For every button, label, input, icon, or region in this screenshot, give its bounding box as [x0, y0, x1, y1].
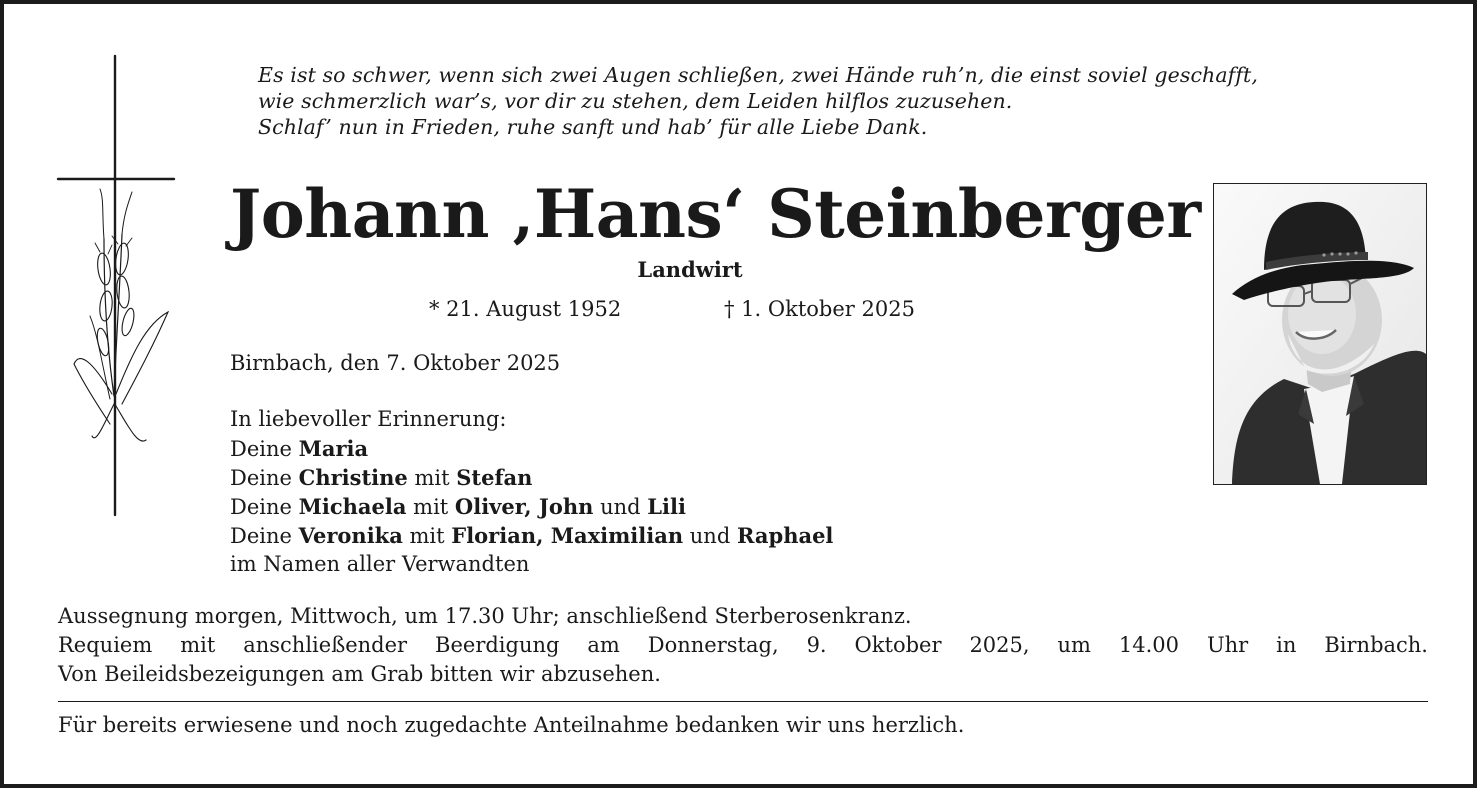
mourner-child: Lili — [647, 494, 686, 519]
mourner-connector: mit — [414, 466, 450, 490]
mourner-row — [230, 521, 833, 550]
portrait-photo — [1213, 183, 1427, 485]
mourner-row — [230, 434, 833, 463]
mourner-row — [230, 463, 833, 492]
mourner-name: Michaela — [298, 494, 407, 519]
divider — [58, 701, 1428, 702]
mourner-children: Oliver, John — [454, 494, 594, 519]
mourner-row — [230, 492, 833, 521]
verse-line: wie schmerzlich war’s, vor dir zu stehen, dem Leiden hilflos zuzusehen. — [258, 89, 1013, 113]
mourner-connector: mit — [409, 524, 445, 548]
deceased-name: Johann ‚Hans‘ Steinberger — [230, 175, 1201, 253]
memorial-verse — [258, 62, 1438, 140]
cross-with-wheat-icon — [54, 54, 179, 519]
mourner-children: Florian, Maximilian — [451, 523, 684, 548]
funeral-notices — [58, 602, 1428, 689]
mourners-closing: im Namen aller Verwandten — [230, 552, 530, 576]
mourner-name: Veronika — [298, 523, 403, 548]
mourner-name: Maria — [298, 436, 369, 461]
mourner-prefix: Deine — [230, 466, 292, 490]
death-date: † 1. Oktober 2025 — [724, 297, 915, 321]
mourner-connector: mit — [413, 495, 449, 519]
mourner-prefix: Deine — [230, 495, 292, 519]
mourner-connector: und — [600, 495, 641, 519]
mourner-child: Raphael — [736, 523, 834, 548]
verse-line: Schlaf’ nun in Frieden, ruhe sanft und hab’ für alle Liebe Dank. — [258, 115, 928, 139]
deceased-occupation: Landwirt — [637, 257, 743, 282]
verse-line: Es ist so schwer, wenn sich zwei Augen schließen, zwei Hände ruh’n, die einst soviel geschafft, — [258, 63, 1258, 87]
notice-line: Aussegnung morgen, Mittwoch, um 17.30 Uhr; anschließend Sterberosenkranz. — [58, 604, 912, 628]
notice-line: Requiem mit anschließender Beerdigung am Donnerstag, 9. Oktober 2025, um 14.00 Uhr in Birnbach. — [58, 633, 1428, 657]
mourner-prefix: Deine — [230, 437, 292, 461]
place-and-date: Birnbach, den 7. Oktober 2025 — [230, 351, 561, 375]
mourner-name: Christine — [298, 465, 408, 490]
notice-line: Von Beileidsbezeigungen am Grab bitten wir abzusehen. — [58, 662, 661, 686]
thanks-note: Für bereits erwiesene und noch zugedachte Anteilnahme bedanken wir uns herzlich. — [58, 713, 965, 737]
mourners-list — [230, 405, 833, 579]
mourner-partner: Stefan — [456, 465, 533, 490]
mourner-connector: und — [689, 524, 731, 548]
mourner-prefix: Deine — [230, 524, 292, 548]
mourners-intro: In liebevoller Erinnerung: — [230, 407, 507, 431]
birth-date: * 21. August 1952 — [429, 297, 622, 321]
